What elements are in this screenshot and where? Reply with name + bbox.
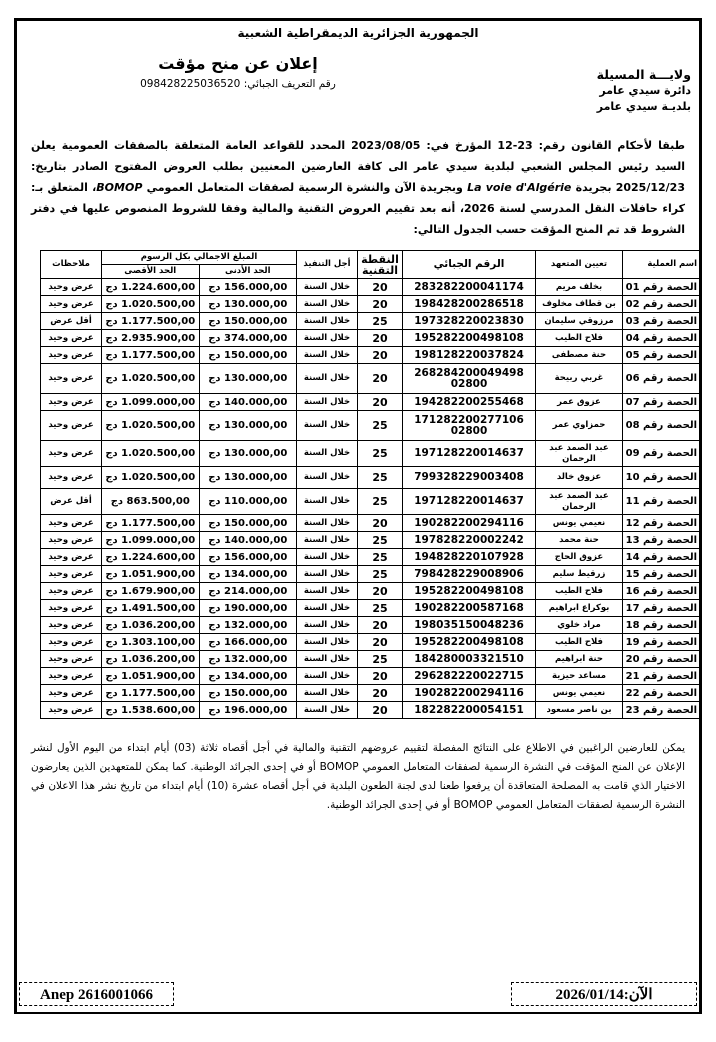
cell-min-amount: 132.000,00 دج [199,617,297,634]
cell-fiscal-id: 190282200294116 [403,685,536,702]
cell-max-amount: 863.500,00 دج [102,489,200,515]
cell-lot-name: الحصة رقم 09 [623,441,700,467]
table-row [41,549,700,566]
cell-technical-score: 20 [358,634,403,651]
cell-min-amount: 196.000,00 دج [199,702,297,719]
cell-min-amount: 150.000,00 دج [199,313,297,330]
cell-max-amount: 1.177.500,00 دج [102,313,200,330]
cell-bidder-name: عزوق عمر [536,394,623,411]
cell-deadline: خلال السنة [297,313,358,330]
cell-fiscal-id: 296282220022715 [403,668,536,685]
cell-notes: عرض وحيد [41,467,102,489]
republic-heading: الجمهورية الجزائرية الديمقراطية الشعبية [237,26,479,40]
cell-min-amount: 130.000,00 دج [199,296,297,313]
cell-deadline: خلال السنة [297,600,358,617]
cell-fiscal-id: 198035150048236 [403,617,536,634]
cell-max-amount: 1.036.200,00 دج [102,651,200,668]
cell-lot-name: الحصة رقم 17 [623,600,700,617]
cell-deadline: خلال السنة [297,330,358,347]
intro-part3: ، المتعلق بـ: كراء حافلات النقل المدرسي لسنة 2026، أنه بعد تقييم العروض التقنية والمالية وفقا للشروط المنصوص عليها في دفتر الشروط قد تم المنح المؤقت حسب الجدول التالي: [31,181,685,236]
cell-technical-score: 25 [358,313,403,330]
publication-date: 2026/01/14 [555,987,624,1003]
cell-technical-score: 20 [358,583,403,600]
cell-fiscal-id: 799328229003408 [403,467,536,489]
table-row [41,566,700,583]
cell-lot-name: الحصة رقم 12 [623,515,700,532]
cell-min-amount: 214.000,00 دج [199,583,297,600]
fiscal-id-line [113,77,363,91]
cell-min-amount: 134.000,00 دج [199,566,297,583]
anep-reference: Anep 2616001066 [19,982,174,1006]
cell-max-amount: 1.224.600,00 دج [102,549,200,566]
document-border [14,18,702,1014]
cell-fiscal-id: 194828220107928 [403,549,536,566]
cell-bidder-name: بن قطاف مخلوف [536,296,623,313]
cell-fiscal-id: 195282200498108 [403,330,536,347]
cell-fiscal-id: 198428200286518 [403,296,536,313]
cell-fiscal-id: 197828220002242 [403,532,536,549]
cell-bidder-name: بخلف مريم [536,279,623,296]
cell-max-amount: 1.020.500,00 دج [102,441,200,467]
cell-fiscal-id: 195282200498108 [403,634,536,651]
cell-min-amount: 110.000,00 دج [199,489,297,515]
footer-row [19,982,697,1006]
table-row [41,411,700,441]
cell-lot-name: الحصة رقم 20 [623,651,700,668]
cell-deadline: خلال السنة [297,634,358,651]
cell-fiscal-id: 190282200294116 [403,515,536,532]
cell-bidder-name: حنة مصطفى [536,347,623,364]
wilaya: ولايـــة المسيلة [596,67,691,82]
table-row [41,617,700,634]
cell-max-amount: 1.303.100,00 دج [102,634,200,651]
cell-lot-name: الحصة رقم 16 [623,583,700,600]
cell-fiscal-id: 197328220023830 [403,313,536,330]
cell-lot-name: الحصة رقم 14 [623,549,700,566]
award-table [40,250,700,719]
cell-bidder-name: فلاح الطيب [536,634,623,651]
table-row [41,330,700,347]
cell-notes: عرض وحيد [41,347,102,364]
table-row [41,668,700,685]
table-row [41,651,700,668]
cell-fiscal-id: 190282200587168 [403,600,536,617]
table-row [41,347,700,364]
cell-bidder-name: حمزاوي عمر [536,411,623,441]
cell-deadline: خلال السنة [297,364,358,394]
cell-max-amount: 1.099.000,00 دج [102,532,200,549]
col-bidder: تعيين المتعهد [536,251,623,279]
col-notes: ملاحظات [41,251,102,279]
cell-bidder-name: نعيمي يونس [536,685,623,702]
cell-fiscal-id: 195282200498108 [403,583,536,600]
cell-notes: عرض وحيد [41,532,102,549]
cell-min-amount: 150.000,00 دج [199,685,297,702]
cell-bidder-name: عبد الصمد عبد الرحمان [536,489,623,515]
cell-lot-name: الحصة رقم 06 [623,364,700,394]
cell-bidder-name: مرزوقي سليمان [536,313,623,330]
cell-bidder-name: غربي ربيحة [536,364,623,394]
cell-max-amount: 1.020.500,00 دج [102,296,200,313]
cell-notes: عرض وحيد [41,549,102,566]
cell-deadline: خلال السنة [297,651,358,668]
table-row [41,394,700,411]
cell-bidder-name: نعيمي يونس [536,515,623,532]
cell-notes: أقل عرض [41,313,102,330]
cell-fiscal-id: 194282200255468 [403,394,536,411]
cell-lot-name: الحصة رقم 04 [623,330,700,347]
cell-technical-score: 25 [358,600,403,617]
cell-deadline: خلال السنة [297,411,358,441]
cell-deadline: خلال السنة [297,685,358,702]
cell-fiscal-id: 184280003321510 [403,651,536,668]
cell-lot-name: الحصة رقم 07 [623,394,700,411]
table-row [41,702,700,719]
cell-technical-score: 25 [358,411,403,441]
cell-min-amount: 166.000,00 دج [199,634,297,651]
cell-technical-score: 25 [358,549,403,566]
commune: بلديـة سيدي عامر [596,100,691,113]
cell-notes: عرض وحيد [41,364,102,394]
cell-max-amount: 1.491.500,00 دج [102,600,200,617]
cell-deadline: خلال السنة [297,296,358,313]
cell-technical-score: 20 [358,685,403,702]
cell-fiscal-id: 197128220014637 [403,441,536,467]
cell-technical-score: 20 [358,364,403,394]
col-score: النقطة التقنية [358,251,403,279]
cell-bidder-name: حنة ابراهيم [536,651,623,668]
table-row [41,467,700,489]
title-block [113,53,363,91]
table-row [41,441,700,467]
col-max: الحد الأقصى [102,265,200,279]
cell-technical-score: 20 [358,279,403,296]
cell-bidder-name: مراد خلوي [536,617,623,634]
cell-deadline: خلال السنة [297,668,358,685]
cell-fiscal-id: 182282200054151 [403,702,536,719]
cell-notes: عرض وحيد [41,685,102,702]
table-row [41,313,700,330]
cell-technical-score: 20 [358,347,403,364]
cell-technical-score: 20 [358,702,403,719]
cell-lot-name: الحصة رقم 21 [623,668,700,685]
cell-lot-name: الحصة رقم 05 [623,347,700,364]
cell-deadline: خلال السنة [297,549,358,566]
cell-min-amount: 132.000,00 دج [199,651,297,668]
table-row [41,583,700,600]
table-row [41,600,700,617]
cell-bidder-name: عزوق خالد [536,467,623,489]
table-row [41,279,700,296]
cell-bidder-name: بن ناصر مسعود [536,702,623,719]
cell-fiscal-id: 198128220037824 [403,347,536,364]
cell-technical-score: 25 [358,441,403,467]
cell-technical-score: 20 [358,617,403,634]
cell-min-amount: 156.000,00 دج [199,549,297,566]
newspaper-label: الآن: [623,987,653,1003]
cell-deadline: خلال السنة [297,347,358,364]
cell-lot-name: الحصة رقم 23 [623,702,700,719]
cell-notes: عرض وحيد [41,394,102,411]
cell-bidder-name: حنة محمد [536,532,623,549]
cell-notes: عرض وحيد [41,566,102,583]
cell-notes: عرض وحيد [41,441,102,467]
cell-bidder-name: زرقيط سليم [536,566,623,583]
cell-deadline: خلال السنة [297,617,358,634]
intro-part2: وبجريدة الآن والنشرة الرسمية لصفقات المتعامل العمومي [146,181,463,194]
cell-notes: عرض وحيد [41,515,102,532]
cell-technical-score: 25 [358,532,403,549]
cell-deadline: خلال السنة [297,441,358,467]
table-row [41,489,700,515]
cell-min-amount: 374.000,00 دج [199,330,297,347]
cell-deadline: خلال السنة [297,583,358,600]
cell-technical-score: 20 [358,515,403,532]
cell-notes: عرض وحيد [41,702,102,719]
cell-max-amount: 1.020.500,00 دج [102,467,200,489]
cell-max-amount: 1.177.500,00 دج [102,685,200,702]
cell-deadline: خلال السنة [297,566,358,583]
cell-lot-name: الحصة رقم 11 [623,489,700,515]
cell-max-amount: 2.935.900,00 دج [102,330,200,347]
administration-block [597,67,691,115]
cell-min-amount: 150.000,00 دج [199,515,297,532]
cell-bidder-name: فلاح الطيب [536,583,623,600]
cell-min-amount: 130.000,00 دج [199,364,297,394]
cell-max-amount: 1.036.200,00 دج [102,617,200,634]
table-row [41,685,700,702]
header-row [25,53,691,123]
cell-technical-score: 20 [358,668,403,685]
newspaper-name: La voie d'Algérie [467,181,572,194]
cell-notes: عرض وحيد [41,668,102,685]
cell-min-amount: 130.000,00 دج [199,411,297,441]
fiscal-id-value: 098428225036520 [140,78,241,90]
cell-lot-name: الحصة رقم 15 [623,566,700,583]
intro-paragraph [25,135,691,240]
cell-fiscal-id: 268284200049498 02800 [403,364,536,394]
cell-max-amount: 1.177.500,00 دج [102,347,200,364]
table-row [41,634,700,651]
cell-min-amount: 156.000,00 دج [199,279,297,296]
cell-lot-name: الحصة رقم 03 [623,313,700,330]
cell-deadline: خلال السنة [297,532,358,549]
appeal-paragraph: يمكن للعارضين الراغبين في الاطلاع على النتائج المفصلة لتقييم عروضهم التقنية والمالية في أجل أقصاه ثلاثة (03) أيام ابتداء من اليوم الأول لنشر الإعلان عن المنح المؤقت في النشرة الرسمية لصفقات المتعامل العمومي BOMOP أو في إحدى الجرائد الوطنية. كما يمكن للمتعهدين الذين يعارضون الاختيار الذي قامت به المصلحة المتعاقدة أن يرفعوا طعنا لدى لجنة الطعون البلدية في أجل أقصاه عشرة (10) أيام ابتداء من تاريخ نشر هذا الاعلان في النشرة الرسمية لصفقات المتعامل العمومي BOMOP أو في إحدى الجرائد الوطنية. [31,742,685,811]
publication-date-box [511,982,697,1006]
cell-max-amount: 1.538.600,00 دج [102,702,200,719]
cell-max-amount: 1.224.600,00 دج [102,279,200,296]
cell-notes: عرض وحيد [41,600,102,617]
spacer [25,815,691,982]
notice-title: إعلان عن منح مؤقت [158,54,318,73]
col-fiscal-id: الرقم الجبائي [403,251,536,279]
cell-technical-score: 20 [358,394,403,411]
col-lot: اسم العملية [623,251,700,279]
cell-notes: عرض وحيد [41,583,102,600]
cell-technical-score: 20 [358,330,403,347]
table-row [41,532,700,549]
cell-min-amount: 150.000,00 دج [199,347,297,364]
table-row [41,364,700,394]
table-body [41,279,700,719]
col-min: الحد الأدنى [199,265,297,279]
daira: دائرة سيدي عامر [599,84,691,97]
cell-bidder-name: عزوق الحاج [536,549,623,566]
cell-deadline: خلال السنة [297,489,358,515]
cell-notes: عرض وحيد [41,279,102,296]
cell-deadline: خلال السنة [297,394,358,411]
cell-technical-score: 25 [358,467,403,489]
cell-max-amount: 1.051.900,00 دج [102,668,200,685]
cell-notes: عرض وحيد [41,651,102,668]
cell-lot-name: الحصة رقم 02 [623,296,700,313]
cell-max-amount: 1.020.500,00 دج [102,411,200,441]
cell-bidder-name: عبد الصمد عبد الرحمان [536,441,623,467]
cell-lot-name: الحصة رقم 22 [623,685,700,702]
cell-notes: عرض وحيد [41,330,102,347]
table-row [41,296,700,313]
cell-max-amount: 1.177.500,00 دج [102,515,200,532]
cell-min-amount: 134.000,00 دج [199,668,297,685]
cell-deadline: خلال السنة [297,467,358,489]
cell-notes: عرض وحيد [41,296,102,313]
fiscal-id-label: رقم التعريف الجبائي: [243,78,336,90]
cell-fiscal-id: 197128220014637 [403,489,536,515]
intro-part1: طبقا لأحكام القانون رقم: 23-12 المؤرخ في: 2023/08/05 المحدد للقواعد العامة المتعلقة بالصفقات العمومية يعلن السيد رئيس المجلس الشعبي لبلدية سيدي عامر الى كافة العارضين المعنيين بطلب العروض المفتوح الصادر بتاريخ: 2025/12/23 بجريدة [31,139,685,194]
cell-deadline: خلال السنة [297,515,358,532]
cell-lot-name: الحصة رقم 19 [623,634,700,651]
cell-lot-name: الحصة رقم 13 [623,532,700,549]
cell-bidder-name: بوكراع ابراهيم [536,600,623,617]
cell-lot-name: الحصة رقم 01 [623,279,700,296]
cell-notes: أقل عرض [41,489,102,515]
cell-fiscal-id: 798428229008906 [403,566,536,583]
cell-technical-score: 25 [358,566,403,583]
cell-technical-score: 20 [358,296,403,313]
cell-deadline: خلال السنة [297,702,358,719]
cell-technical-score: 25 [358,651,403,668]
cell-max-amount: 1.679.900,00 دج [102,583,200,600]
cell-bidder-name: مساعد حيزية [536,668,623,685]
cell-fiscal-id: 283282200041174 [403,279,536,296]
table-row [41,515,700,532]
cell-notes: عرض وحيد [41,411,102,441]
cell-min-amount: 190.000,00 دج [199,600,297,617]
cell-technical-score: 25 [358,489,403,515]
cell-max-amount: 1.099.000,00 دج [102,394,200,411]
cell-min-amount: 140.000,00 دج [199,394,297,411]
cell-lot-name: الحصة رقم 10 [623,467,700,489]
cell-min-amount: 130.000,00 دج [199,441,297,467]
cell-notes: عرض وحيد [41,617,102,634]
cell-bidder-name: فلاح الطيب [536,330,623,347]
cell-lot-name: الحصة رقم 08 [623,411,700,441]
cell-notes: عرض وحيد [41,634,102,651]
cell-lot-name: الحصة رقم 18 [623,617,700,634]
col-amount: المبلغ الاجمالي بكل الرسوم [102,251,297,265]
cell-deadline: خلال السنة [297,279,358,296]
cell-min-amount: 140.000,00 دج [199,532,297,549]
cell-fiscal-id: 171282200277106 02800 [403,411,536,441]
bomop-name: BOMOP [96,181,143,194]
cell-max-amount: 1.020.500,00 دج [102,364,200,394]
cell-max-amount: 1.051.900,00 دج [102,566,200,583]
col-deadline: أجل التنفيذ [297,251,358,279]
cell-min-amount: 130.000,00 دج [199,467,297,489]
